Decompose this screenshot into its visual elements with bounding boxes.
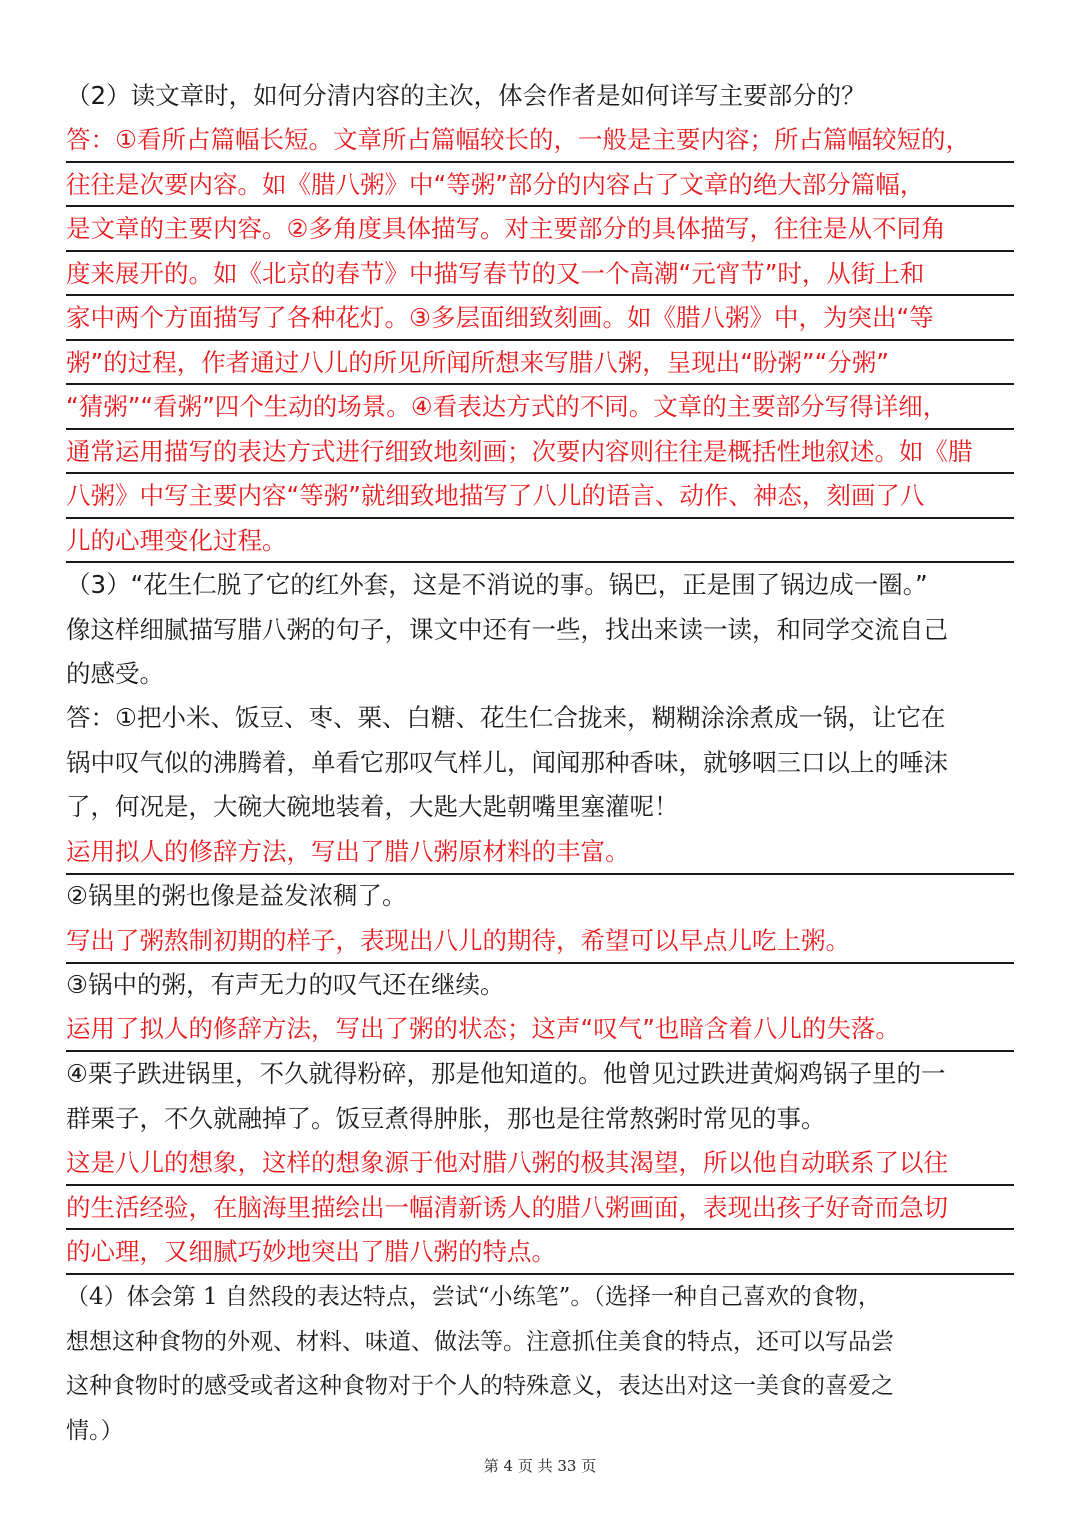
quote-3 xyxy=(66,963,1014,1008)
question-2 xyxy=(66,74,1014,119)
analysis-3 xyxy=(66,1007,1014,1052)
question-line: 这种食物时的感受或者这种食物对于个人的特殊意义，表达出对这一美食的喜爱之 xyxy=(66,1373,894,1399)
analysis-line: 运用了拟人的修辞方法，写出了粥的状态；这声“叹气”也暗含着八儿的失落。 xyxy=(66,1007,1014,1052)
quote-line: ④栗子跌进锅里，不久就得粉碎，那是他知道的。他曾见过跌进黄焖鸡锅子里的一 xyxy=(66,1059,946,1088)
answer-line: 往往是次要内容。如《腊八粥》中“等粥”部分的内容占了文章的绝大部分篇幅， xyxy=(66,163,1014,208)
question-line: 像这样细腻描写腊八粥的句子，课文中还有一些，找出来读一读，和同学交流自己 xyxy=(66,614,948,644)
question-line: 情。） xyxy=(66,1417,124,1444)
question-4 xyxy=(66,1275,1014,1453)
answer-line: “猜粥”“看粥”四个生动的场景。④看表达方式的不同。文章的主要部分写得详细， xyxy=(66,385,1014,430)
answer-line: 家中两个方面描写了各种花灯。③多层面细致刻画。如《腊八粥》中，为突出“等 xyxy=(66,296,1014,341)
quote-line: ③锅中的粥，有声无力的叹气还在继续。 xyxy=(66,970,505,999)
question-3 xyxy=(66,563,1014,697)
quote-4 xyxy=(66,1052,1014,1141)
question-line: （4）体会第 1 自然段的表达特点，尝试“小练笔”。（选择一种自己喜欢的食物， xyxy=(66,1284,881,1310)
answer-line: 是文章的主要内容。②多角度具体描写。对主要部分的具体描写，往往是从不同角 xyxy=(66,207,1014,252)
quote-line: 答：①把小米、饭豆、枣、栗、白糖、花生仁合拢来，糊糊涂涂煮成一锅，让它在 xyxy=(66,703,946,732)
answer-line: 粥”的过程，作者通过八儿的所见所闻所想来写腊八粥，呈现出“盼粥”“分粥” xyxy=(66,341,1014,386)
question-line: 想想这种食物的外观、材料、味道、做法等。注意抓住美食的特点，还可以写品尝 xyxy=(66,1328,894,1355)
question-line: （3）“花生仁脱了它的红外套，这是不消说的事。锅巴，正是围了锅边成一圈。” xyxy=(66,570,928,599)
answer-line: 通常运用描写的表达方式进行细致地刻画；次要内容则往往是概括性地叙述。如《腊 xyxy=(66,430,1014,475)
quote-1 xyxy=(66,696,1014,830)
answer-line: 度来展开的。如《北京的春节》中描写春节的又一个高潮“元宵节”时，从街上和 xyxy=(66,252,1014,297)
answer-line: 八粥》中写主要内容“等粥”就细致地描写了八儿的语言、动作、神态，刻画了八 xyxy=(66,474,1014,519)
quote-line: ②锅里的粥也像是益发浓稠了。 xyxy=(66,881,407,910)
question-line: （2）读文章时，如何分清内容的主次，体会作者是如何详写主要部分的？ xyxy=(66,81,866,110)
analysis-4 xyxy=(66,1141,1014,1275)
answer-line: 答：①看所占篇幅长短。文章所占篇幅较长的，一般是主要内容；所占篇幅较短的， xyxy=(66,118,1014,163)
analysis-2 xyxy=(66,919,1014,964)
analysis-line: 运用拟人的修辞方法，写出了腊八粥原材料的丰富。 xyxy=(66,830,1014,875)
analysis-line: 的心理，又细腻巧妙地突出了腊八粥的特点。 xyxy=(66,1230,1014,1275)
analysis-1 xyxy=(66,830,1014,875)
analysis-line: 的生活经验，在脑海里描绘出一幅清新诱人的腊八粥画面，表现出孩子好奇而急切 xyxy=(66,1186,1014,1231)
quote-line: 群栗子，不久就融掉了。饭豆煮得肿胀，那也是往常熬粥时常见的事。 xyxy=(66,1103,826,1133)
page-number: 第 4 页 共 33 页 xyxy=(483,1457,597,1475)
quote-2 xyxy=(66,874,1014,919)
quote-line: 了，何况是，大碗大碗地装着，大匙大匙朝嘴里塞灌呢！ xyxy=(66,792,679,821)
answer-line: 儿的心理变化过程。 xyxy=(66,519,1014,564)
analysis-line: 写出了粥熬制初期的样子，表现出八儿的期待，希望可以早点儿吃上粥。 xyxy=(66,919,1014,964)
analysis-line: 这是八儿的想象，这样的想象源于他对腊八粥的极其渴望，所以他自动联系了以往 xyxy=(66,1141,1014,1186)
quote-line: 锅中叹气似的沸腾着，单看它那叹气样儿，闻闻那种香味，就够咽三口以上的唾沫 xyxy=(66,747,948,777)
question-line: 的感受。 xyxy=(66,659,164,688)
answer-2 xyxy=(66,118,1014,563)
